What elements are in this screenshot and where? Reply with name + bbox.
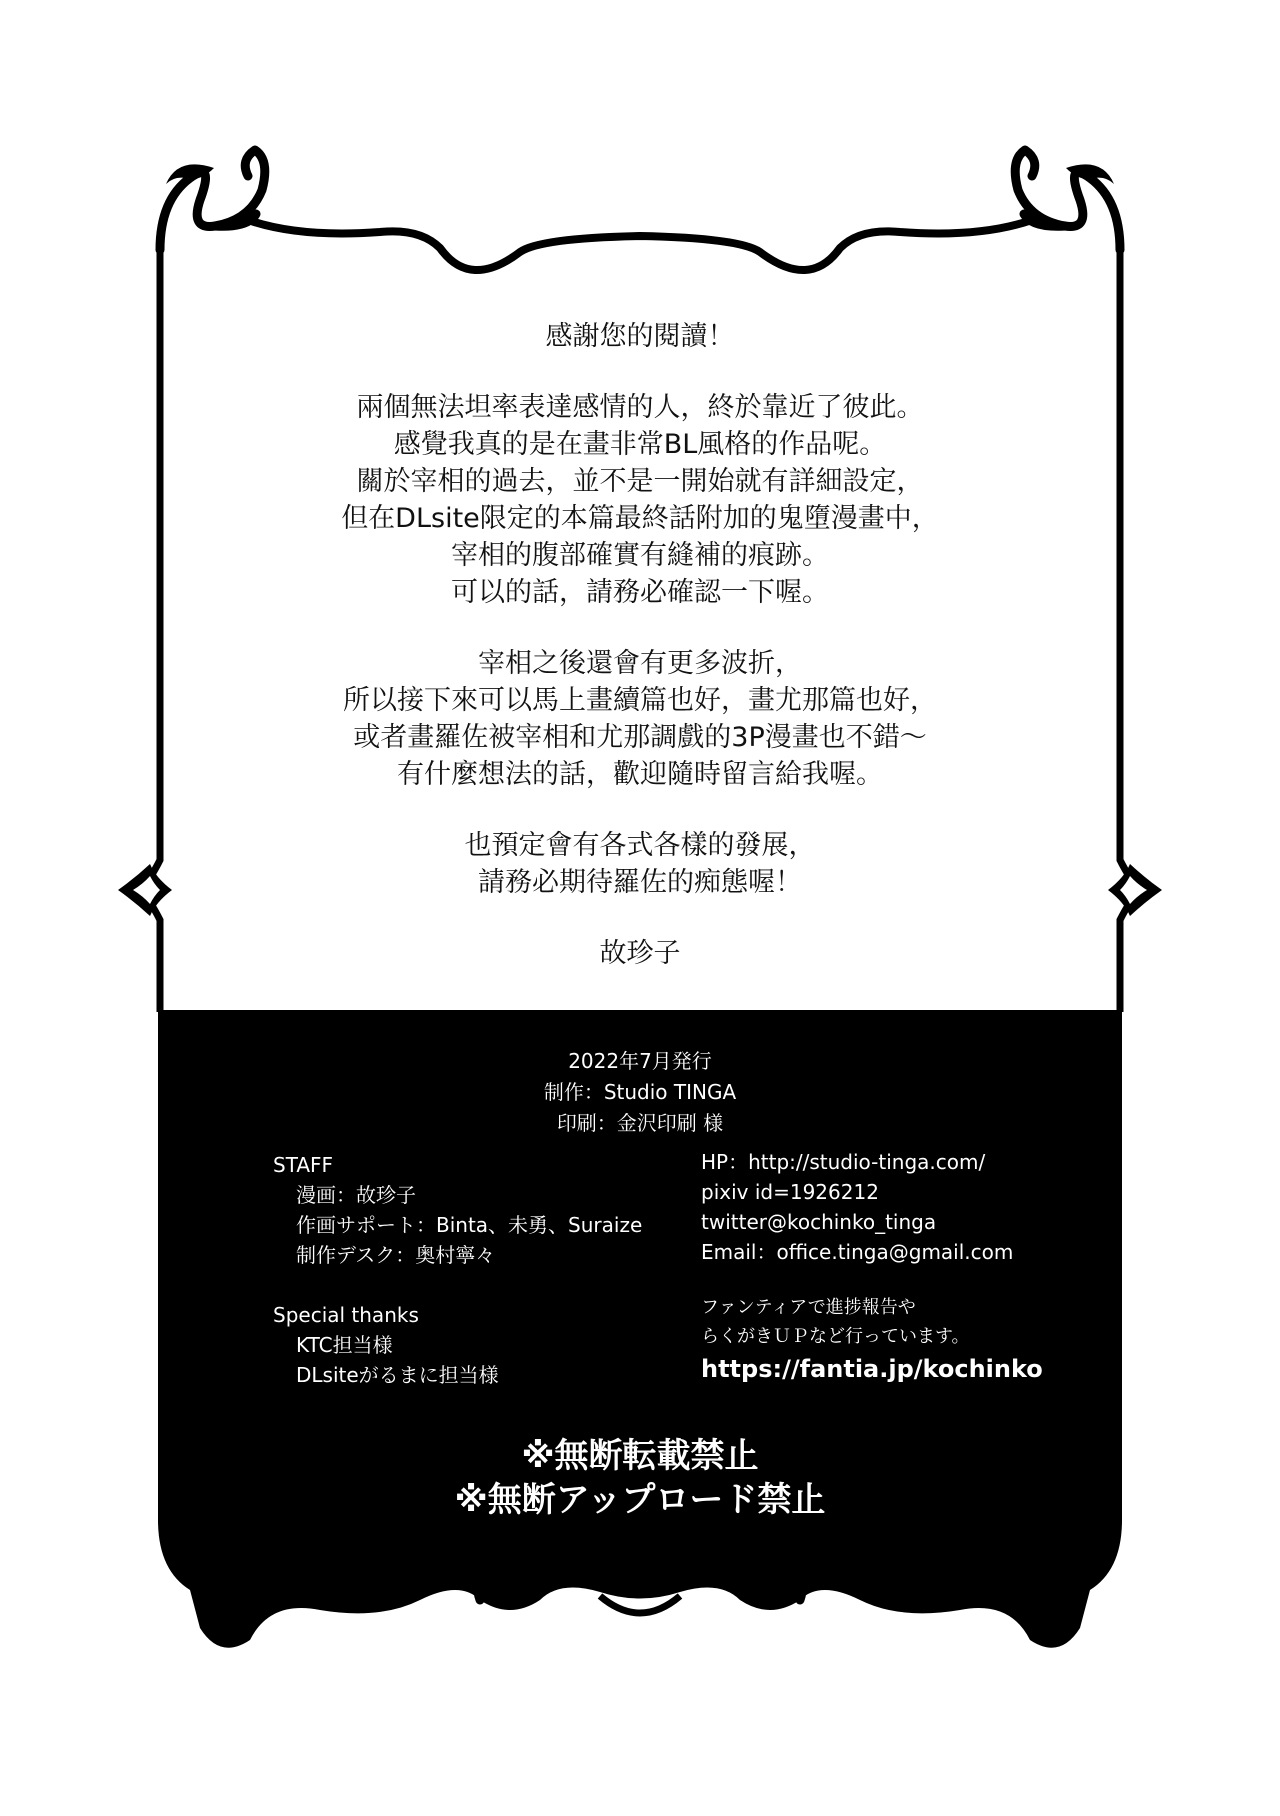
- fantia-url: https://fantia.jp/kochinko: [701, 1355, 1043, 1383]
- message-line: 請務必期待羅佐的痴態喔！: [478, 867, 802, 898]
- message-line: 宰相之後還會有更多波折，: [478, 648, 802, 679]
- staff-credits: [273, 1150, 642, 1390]
- production-credit: 制作：Studio TINGA: [543, 1080, 737, 1104]
- staff-heading: STAFF: [273, 1153, 334, 1177]
- no-upload-notice: ※無断アップロード禁止: [454, 1480, 826, 1520]
- publication-info: [160, 1046, 1120, 1139]
- top-right-corner-ornament: [1015, 150, 1120, 250]
- message-line: 可以的話，請務必確認一下喔。: [451, 577, 829, 608]
- contact-info: [701, 1147, 1043, 1387]
- message-paragraph-3: [160, 827, 1120, 901]
- homepage-link: HP：http://studio-tinga.com/: [701, 1150, 986, 1174]
- thanks-heading: Special thanks: [273, 1303, 419, 1327]
- thanks-item: DLsiteがるまに担当様: [296, 1363, 499, 1387]
- printing-credit: 印刷：金沢印刷 様: [556, 1111, 724, 1135]
- fantia-note-line-1: ファンティアで進捗報告や: [701, 1297, 916, 1318]
- message-line: 宰相的腹部確實有縫補的痕跡。: [451, 540, 829, 571]
- message-line: 關於宰相的過去，並不是一開始就有詳細設定，: [356, 466, 924, 497]
- twitter-handle: twitter@kochinko_tinga: [701, 1210, 937, 1234]
- signature: 故珍子: [599, 938, 681, 969]
- message-line: 所以接下來可以馬上畫續篇也好，畫尤那篇也好，: [343, 685, 937, 716]
- copyright-notice: [160, 1434, 1120, 1522]
- message-line: 也預定會有各式各樣的發展，: [464, 830, 816, 861]
- publication-date: 2022年7月発行: [568, 1049, 712, 1073]
- email-address: Email：office.tinga@gmail.com: [701, 1240, 1014, 1264]
- fantia-note-line-2: らくがきＵＰなど行っています。: [701, 1326, 970, 1347]
- message-paragraph-1: [160, 389, 1120, 611]
- top-left-corner-ornament: [160, 150, 265, 250]
- message-title: 感謝您的閱讀！: [545, 321, 735, 352]
- message-line: 或者畫羅佐被宰相和尤那調戲的3P漫畫也不錯～: [353, 722, 927, 753]
- staff-desk: 制作デスク：奥村寧々: [296, 1243, 496, 1267]
- message-line: 但在DLsite限定的本篇最終話附加的鬼墮漫畫中，: [341, 503, 939, 534]
- message-paragraph-2: [160, 645, 1120, 793]
- pixiv-id: pixiv id=1926212: [701, 1180, 879, 1204]
- message-line: 感覺我真的是在畫非常BL風格的作品呢。: [393, 429, 887, 460]
- colophon-panel: [160, 1010, 1120, 1520]
- no-reprint-notice: ※無断転載禁止: [521, 1436, 759, 1476]
- thank-you-message: [160, 318, 1120, 972]
- message-line: 兩個無法坦率表達感情的人，終於靠近了彼此。: [356, 392, 924, 423]
- message-line: 有什麼想法的話，歡迎隨時留言給我喔。: [397, 759, 883, 790]
- staff-support: 作画サポート：Binta、未勇、Suraize: [296, 1213, 643, 1237]
- frame-top-line: [248, 220, 1032, 270]
- thanks-item: KTC担当様: [296, 1333, 393, 1357]
- staff-manga: 漫画：故珍子: [296, 1183, 416, 1207]
